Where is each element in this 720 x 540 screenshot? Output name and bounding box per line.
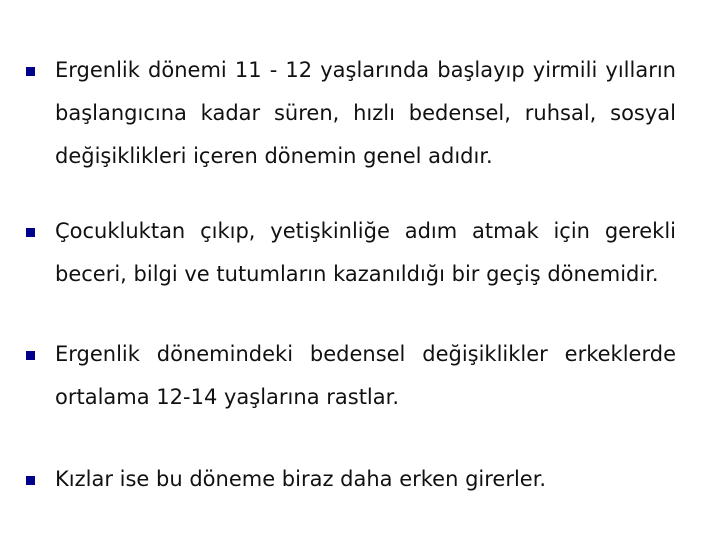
square-bullet-icon xyxy=(26,228,35,237)
square-bullet-icon xyxy=(26,476,35,485)
bullet-text: Ergenlik dönemi 11 - 12 yaşlarında başlayıp yirmili yılların başlangıcına kadar süren, hızlı bedensel, ruhsal, sosyal değişiklikleri içeren dönemin genel adıdır. xyxy=(55,58,676,168)
bullet-text: Çocukluktan çıkıp, yetişkinliğe adım atmak için gerekli beceri, bilgi ve tutumların kazanıldığı bir geçiş dönemidir. xyxy=(55,219,676,286)
bullet-text: Ergenlik dönemindeki bedensel değişiklikler erkeklerde ortalama 12-14 yaşlarına rastlar. xyxy=(55,342,676,409)
square-bullet-icon xyxy=(26,67,35,76)
bullet-text: Kızlar ise bu döneme biraz daha erken girerler. xyxy=(55,467,547,491)
square-bullet-icon xyxy=(26,351,35,360)
